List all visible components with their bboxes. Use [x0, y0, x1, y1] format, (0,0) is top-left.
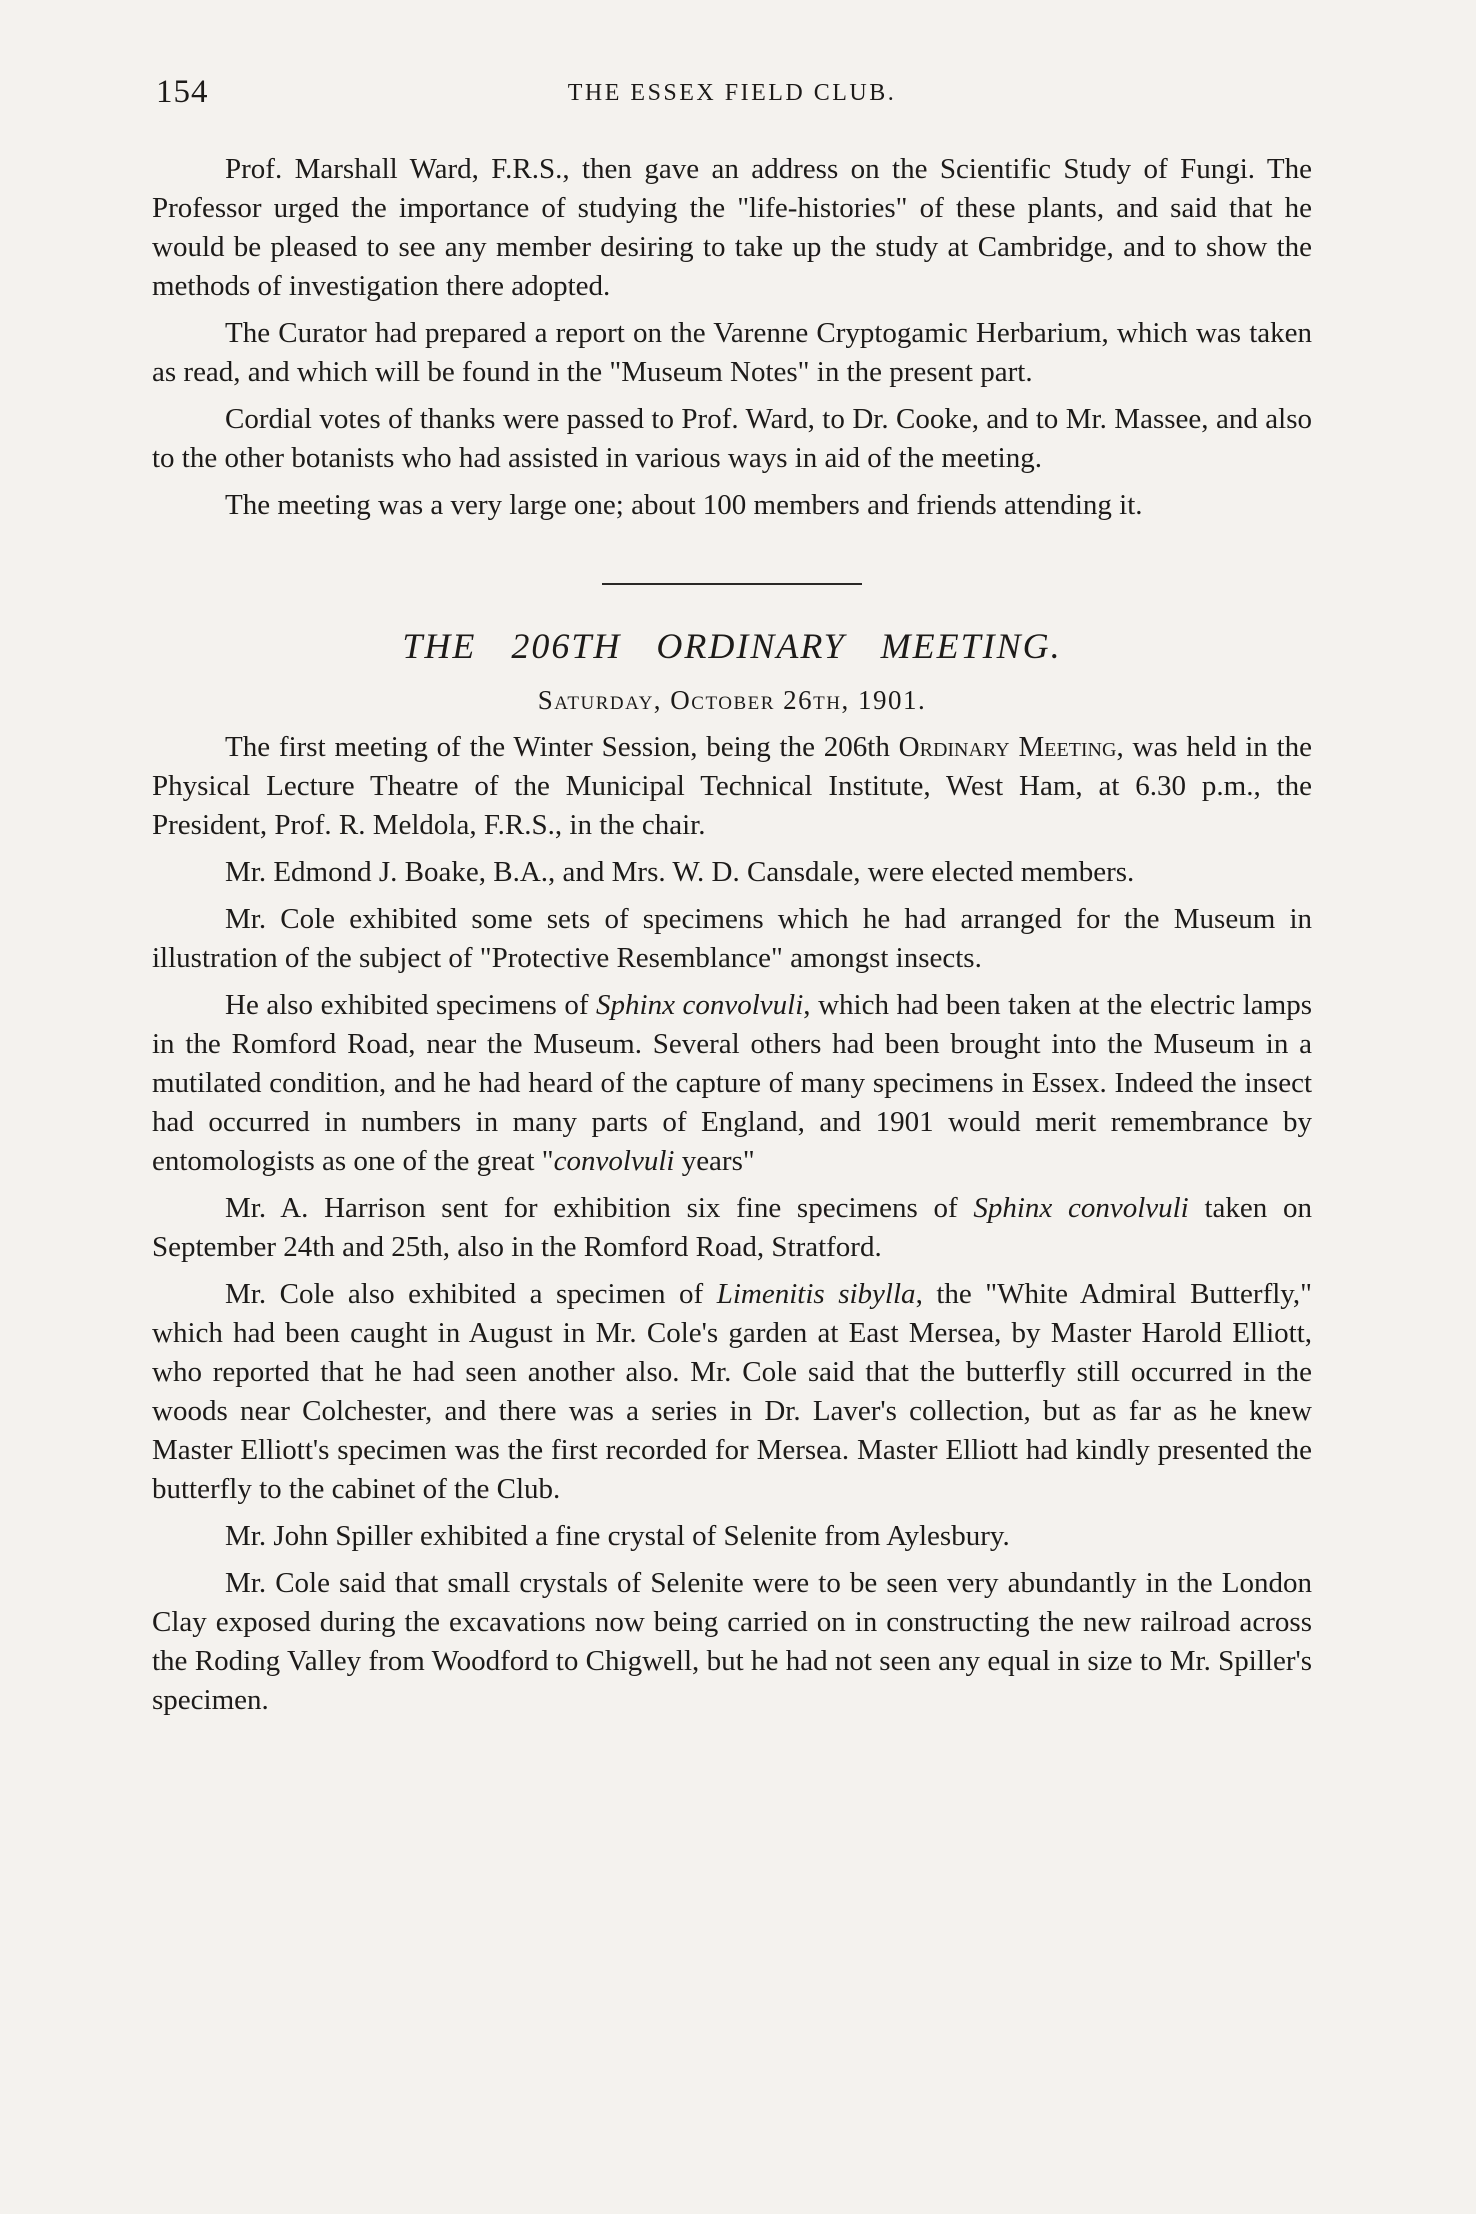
- text-run: , which had been taken at the electric lamps in the Romford Road, near the Museum. Several others had been brought into the Museum in a mutilated condition, and he had heard of the capture of many specimens in Essex. Indeed the insect had occurred in numbers in many parts of England, and 1901 would merit remembrance by entomologists as one of the great ": [152, 989, 1313, 1177]
- paragraph-harrison-exhibit: [152, 1189, 1312, 1267]
- species-name: convolvuli: [553, 1145, 675, 1177]
- species-name: Sphinx convolvuli: [973, 1192, 1189, 1224]
- paragraph-curator-report: The Curator had prepared a report on the Varenne Cryptogamic Herbarium, which was taken as read, and which will be found in the "Museum Notes" in the present part.: [152, 317, 1312, 388]
- page-number: 154: [156, 74, 209, 110]
- paragraph-white-admiral: [152, 1275, 1312, 1509]
- paragraph-selenite-crystals: Mr. Cole said that small crystals of Selenite were to be seen very abundantly in the London Clay exposed during the excavations now being carried on in constructing the new railroad across the Roding Valley from Woodford to Chigwell, but he had not seen any equal in size to Mr. Spiller's specimen.: [152, 1567, 1312, 1716]
- text-run: , was held in the Physical Lecture Theatre of the Municipal Technical Institute, West Ham, at 6.30 p.m., the President, Prof. R. Meldola, F.R.S., in the chair.: [152, 731, 1312, 841]
- section-date: Saturday, October 26th, 1901.: [537, 685, 927, 715]
- text-run: Mr. Cole also exhibited a specimen of: [225, 1278, 717, 1310]
- text-run: The first meeting of the Winter Session, being the 206th: [225, 731, 899, 763]
- small-caps-run: Ordinary Meeting: [898, 731, 1117, 763]
- paragraph-elected-members: Mr. Edmond J. Boake, B.A., and Mrs. W. D. Cansdale, were elected members.: [225, 856, 1135, 888]
- paragraph-ward-address: Prof. Marshall Ward, F.R.S., then gave an address on the Scientific Study of Fungi. The Professor urged the importance of studying the "life-histories" of these plants, and said that he would be pleased to see any member desiring to take up the study at Cambridge, and to show the methods of investigation there adopted.: [152, 153, 1312, 302]
- page-header: [152, 74, 1312, 124]
- paragraph-spiller-selenite: Mr. John Spiller exhibited a fine crystal of Selenite from Aylesbury.: [225, 1520, 1010, 1552]
- paragraph-sphinx-convolvuli: [152, 986, 1312, 1181]
- section-title: THE 206TH ORDINARY MEETING.: [402, 626, 1062, 666]
- page-body: [152, 150, 1312, 1728]
- text-run: Mr. A. Harrison sent for exhibition six fine specimens of: [225, 1192, 974, 1224]
- paragraph-votes-of-thanks: Cordial votes of thanks were passed to Prof. Ward, to Dr. Cooke, and to Mr. Massee, and also to the other botanists who had assisted in various ways in aid of the meeting.: [152, 403, 1312, 474]
- text-run: taken on September 24th and 25th, also in the Romford Road, Stratford.: [152, 1192, 1312, 1263]
- text-run: years": [674, 1145, 755, 1177]
- paragraph-first-meeting: [152, 728, 1312, 845]
- section-divider: [602, 583, 862, 585]
- text-run: , the "White Admiral Butterfly," which had been caught in August in Mr. Cole's garden at East Mersea, by Master Harold Elliott, who reported that he had seen another also. Mr. Cole said that the butterfly still occurred in the woods near Colchester, and there was a series in Dr. Laver's collection, but as far as he knew Master Elliott's specimen was the first recorded for Mersea. Master Elliott had kindly presented the butterfly to the cabinet of the Club.: [152, 1278, 1312, 1505]
- species-name: Limenitis sibylla: [716, 1278, 916, 1310]
- paragraph-attendance: The meeting was a very large one; about 100 members and friends attending it.: [225, 489, 1143, 521]
- species-name: Sphinx convolvuli: [596, 989, 804, 1021]
- running-head: THE ESSEX FIELD CLUB.: [567, 80, 897, 106]
- text-run: He also exhibited specimens of: [225, 989, 597, 1021]
- paragraph-cole-exhibit: Mr. Cole exhibited some sets of specimens which he had arranged for the Museum in illustration of the subject of "Protective Resemblance" amongst insects.: [152, 903, 1312, 974]
